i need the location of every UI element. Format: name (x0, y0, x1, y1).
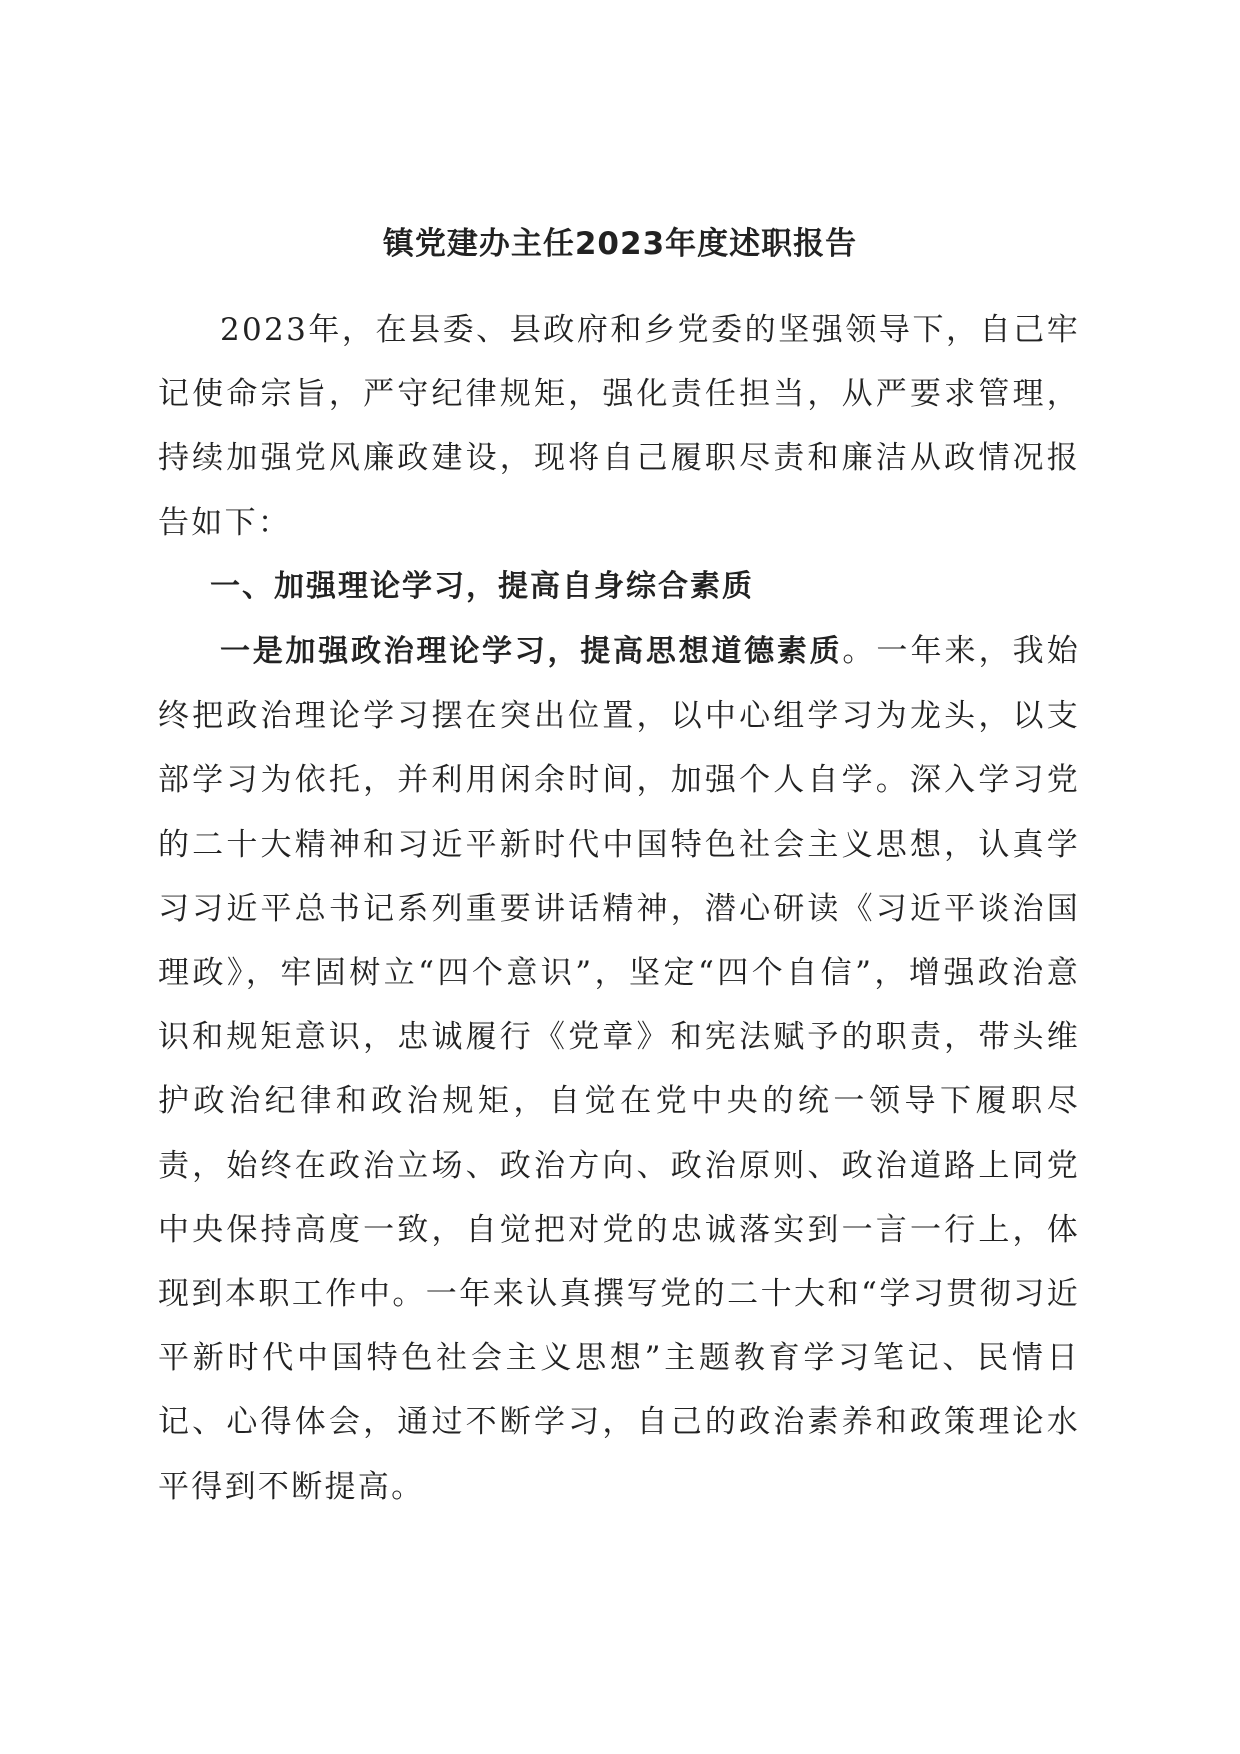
paragraph-lead-text: 一是加强政治理论学习，提高思想道德素质 (220, 634, 843, 670)
document-body (158, 298, 1080, 1519)
intro-paragraph: 2023年，在县委、县政府和乡党委的坚强领导下，自己牢记使命宗旨，严守纪律规矩，强化责任担当，从严要求管理，持续加强党风廉政建设，现将自己履职尽责和廉洁从政情况报告如下： (158, 312, 1080, 541)
section-1-paragraph-1 (158, 619, 1080, 1519)
section-heading-1: 一、加强理论学习，提高自身综合素质 (210, 568, 754, 604)
paragraph-body-text: 。一年来，我始终把政治理论学习摆在突出位置，以中心组学习为龙头，以支部学习为依托，并利用闲余时间，加强个人自学。深入学习党的二十大精神和习近平新时代中国特色社会主义思想，认真学习习近平总书记系列重要讲话精神，潜心研读《习近平谈治国理政》，牢固树立“四个意识”，坚定“四个自信”，增强政治意识和规矩意识，忠诚履行《党章》和宪法赋予的职责，带头维护政治纪律和政治规矩，自觉在党中央的统一领导下履职尽责，始终在政治立场、政治方向、政治原则、政治道路上同党中央保持高度一致，自觉把对党的忠诚落实到一言一行上，体现到本职工作中。一年来认真撰写党的二十大和“学习贯彻习近平新时代中国特色社会主义思想”主题教育学习笔记、民情日记、心得体会，通过不断学习，自己的政治素养和政策理论水平得到不断提高。 (158, 633, 1080, 1505)
document-title: 镇党建办主任2023年度述职报告 (382, 226, 858, 262)
